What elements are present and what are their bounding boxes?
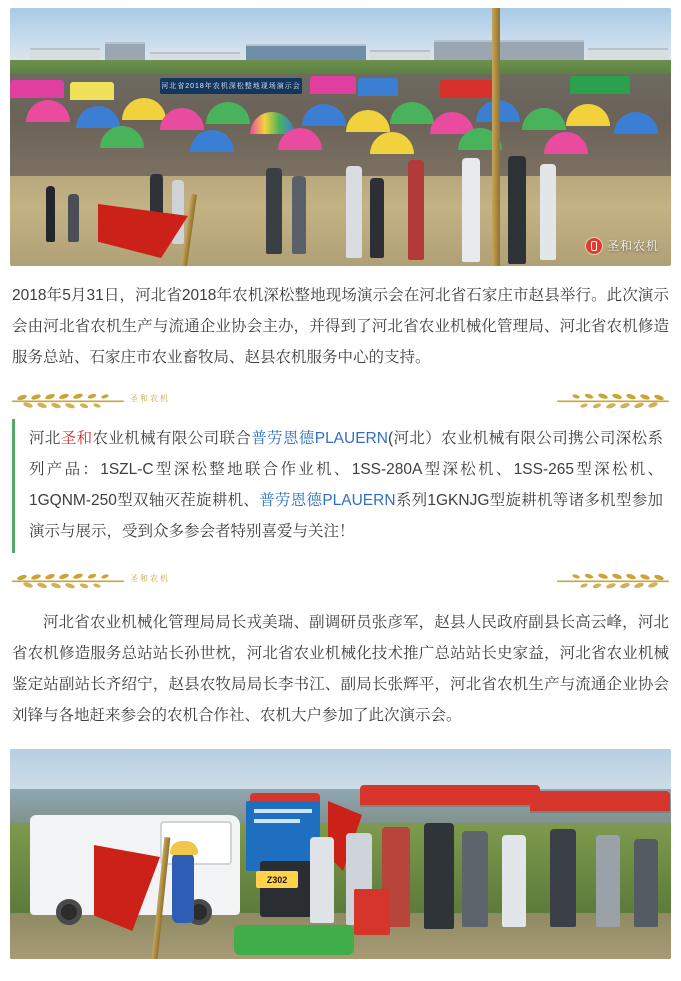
wheat-ornament-right-icon [519,393,669,409]
divider-top [12,389,669,413]
callout-seg-5: 普劳恩德PLAUERN [259,492,396,509]
bottom-photo [10,749,671,959]
callout-seg-3: 普劳恩德PLAUERN [251,430,388,447]
straw-hat [170,841,198,855]
logo-mark-icon [586,238,602,254]
watermark-logo [586,237,659,254]
machine-plate: Z302 [256,871,298,888]
hero-photo-canvas [10,8,671,266]
wheat-ornament-right-icon-2 [519,573,669,589]
divider-bottom [12,569,669,593]
hero-photo [10,8,671,266]
stage-banner: 河北省2018年农机深松整地现场演示会 [160,78,302,94]
red-bag [354,889,390,935]
article-page [0,8,681,981]
flag-pole [492,8,500,266]
callout-seg-1: 圣和 [60,430,93,447]
divider-tag-bottom: 圣和农机 [130,574,170,583]
paragraph-one: 2018年5月31日，河北省2018年农机深松整地现场演示会在河北省石家庄市赵县举行。此次演示会由河北省农机生产与流通企业协会主办，并得到了河北省农业机械化管理局、河北省农机修造服务总站、石家庄市农业畜牧局、赵县农机服务中心的支持。 [12,287,669,366]
divider-tag-left: 圣和农机 [130,394,170,403]
paragraph-two: 河北省农业机械化管理局局长戎美瑞、副调研员张彦军，赵县人民政府副县长高云峰，河北省农机修造服务总站站长孙世枕，河北省农业机械化技术推广总站站长史家益，河北省农业机械鉴定站副站长齐绍宁，赵县农牧局局长李书江、副局长张辉平，河北省农机生产与流通企业协会刘锋与各地赶来参会的农机合作社、农机大户参加了此次演示会。 [12,614,669,724]
highlight-callout [12,419,669,553]
callout-seg-0: 河北 [29,430,61,447]
green-product-pile [234,925,354,955]
callout-seg-4: (河北）农业机械有限公司携公司深松系列产品：1SZL-C型深松整地联合作业机、1SS-280A型深松机、1SS-265型深松机、 1GQNM-250型双轴灭茬旋耕机、 [29,430,663,509]
display-unit [260,861,314,917]
callout-seg-6: 系列1GKNJG型旋耕机等诸多机型参加演示与展示，受到众多参会者特别喜爱与关注！ [29,492,663,540]
watermark-text: 圣和农机 [606,239,659,253]
callout-seg-2: 农业机械有限公司联合 [92,430,252,447]
